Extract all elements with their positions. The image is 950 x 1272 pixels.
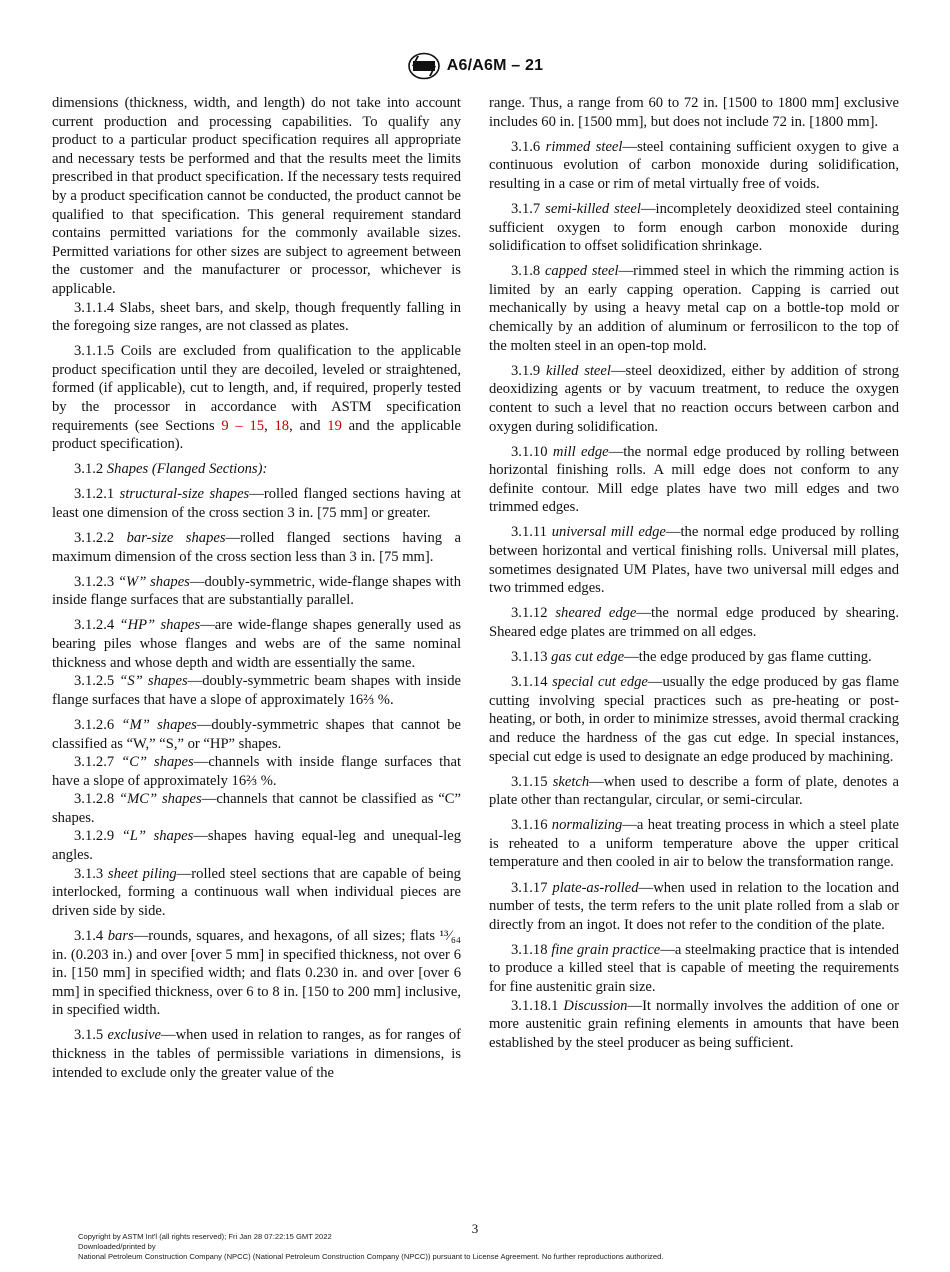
paragraph-3-1-6: 3.1.6 rimmed steel—steel containing sufficient oxygen to give a continuous evolution of carbon monoxide during solidification, resulting in a case or rim of metal virtually free of voids. — [489, 138, 899, 192]
paragraph-3-1-2-6: 3.1.2.6 “M” shapes—doubly-symmetric shapes that cannot be classified as “W,” “S,” or “HP” shapes. — [52, 716, 462, 752]
paragraph-3-1-2-2: 3.1.2.2 bar-size shapes—rolled flanged sections having a maximum dimension of the cross section less than 3 in. [75 mm]. — [52, 530, 462, 565]
paragraph-3-1-5: 3.1.5 exclusive—when used in relation to ranges, as for ranges of thickness in the tables of permissible variations in dimensions, is intended to exclude only the greater value of the — [52, 1027, 461, 1081]
paragraph-3-1-1-5: 3.1.1.5 Coils are excluded from qualification to the applicable product specification until they are decoiled, leveled or straightened, formed (if applicable), cut to length, and, if required, properly tested by the processor in accordance with ASTM specification requirements (see Sections 9 – 15, 18, and 19 and the applicable product specification). — [52, 343, 462, 453]
paragraph-3-1-11: 3.1.11 universal mill edge—the normal edge produced by rolling between horizontal and vertical finishing rolls. Universal mill plates, sometimes designated UM Plates, have two universal mill edges and two trimmed edges. — [489, 524, 899, 597]
copyright-footer — [78, 1232, 898, 1262]
paragraph-3-1-13: 3.1.13 gas cut edge—the edge produced by gas flame cutting. — [511, 649, 872, 666]
section-link-18[interactable]: 18 — [274, 417, 290, 434]
paragraph-3-1-9: 3.1.9 killed steel—steel deoxidized, either by addition of strong deoxidizing agents or by vacuum treatment, to reduce the oxygen content to such a level that no reaction occurs between carbon and oxygen during solidification. — [489, 362, 899, 435]
paragraph-3-1-14: 3.1.14 special cut edge—usually the edge produced by gas flame cutting involving special practices such as pre-heating or post-heating, or both, in order to minimize stresses, avoid thermal cracking and reduce the hardness of the gas cut edge. In special instances, special cut edge is used to designate an edge produced by machining. — [489, 674, 900, 765]
footer-license-line: National Petroleum Construction Company (NPCC) (National Petroleum Construction Company (NPCC)) pursuant to License Agreement. No further reproductions authorized. — [78, 1252, 664, 1261]
paragraph-3-1-17: 3.1.17 plate-as-rolled—when used in relation to the location and number of tests, the term refers to the unit plate rolled from a slab or directly from an ingot. It does not refer to the condition of the plate. — [489, 879, 899, 933]
paragraph-3-1-2-4: 3.1.2.4 “HP” shapes—are wide-flange shapes generally used as bearing piles whose flanges and webs are of the same nominal thickness and whose depth and width are essentially the same. — [52, 617, 461, 671]
paragraph-3-1-10: 3.1.10 mill edge—the normal edge produced by rolling between horizontal finishing rolls. A mill edge does not conform to any definite contour. Mill edge plates have two mill edges and two trimmed edges. — [489, 443, 899, 516]
section-link-19[interactable]: 19 — [327, 417, 342, 434]
left-column — [52, 94, 461, 1082]
paragraph: range. Thus, a range from 60 to 72 in. [1500 to 1800 mm] exclusive includes 60 in. [1500 mm], but does not include 72 in. [1800 mm]. — [489, 95, 899, 130]
paragraph-3-1-2-8: 3.1.2.8 “MC” shapes—channels that cannot be classified as “C” shapes. — [52, 791, 462, 826]
paragraph-3-1-2-7: 3.1.2.7 “C” shapes—channels with inside flange surfaces that have a slope of approximately 16⅔ %. — [52, 754, 462, 789]
paragraph-3-1-16: 3.1.16 normalizing—a heat treating process in which a steel plate is reheated to a uniform temperature above the upper critical temperature and then cooled in air to below the transformation range. — [489, 817, 899, 871]
paragraph-3-1-4: 3.1.4 bars—rounds, squares, and hexagons, of all sizes; flats ¹³⁄₆₄ in. (0.203 in.) and over [over 5 mm] in specified thickness, not over 6 in. [150 mm] in specified width; and flats 0.230 in. and over [over 6 mm] in specified thickness, over 6 to 8 in. [150 to 200 mm] inclusive, in specified width. — [52, 927, 461, 1019]
paragraph-3-1-18-1: 3.1.18.1 Discussion—It normally involves the addition of one or more austenitic grain refining elements in amounts that have been established by the steel producer as being sufficient. — [489, 997, 899, 1051]
paragraph-3-1-2: 3.1.2 Shapes (Flanged Sections): — [74, 461, 268, 478]
paragraph-3-1-2-5: 3.1.2.5 “S” shapes—doubly-symmetric beam shapes with inside flange surfaces that have a slope of approximately 16⅔ %. — [52, 673, 461, 708]
paragraph-3-1-15: 3.1.15 sketch—when used to describe a form of plate, denotes a plate other than rectangular, circular, or semi-circular. — [489, 773, 899, 809]
footer-download-line: Downloaded/printed by — [78, 1242, 156, 1251]
paragraph-3-1-1-4: 3.1.1.4 Slabs, sheet bars, and skelp, though frequently falling in the foregoing size ranges, are not classed as plates. — [52, 299, 461, 335]
page-number: 3 — [471, 1221, 479, 1236]
paragraph-3-1-2-1: 3.1.2.1 structural-size shapes—rolled flanged sections having at least one dimension of the cross section 3 in. [75 mm] or greater. — [52, 486, 461, 521]
right-column — [489, 94, 899, 1052]
paragraph-3-1-2-9: 3.1.2.9 “L” shapes—shapes having equal-leg and unequal-leg angles. — [52, 828, 461, 864]
page-header — [0, 52, 950, 80]
astm-logo-icon — [407, 52, 441, 80]
paragraph: dimensions (thickness, width, and length) do not take into account current production and processing capabilities. To qualify any product to a particular product specification requires all appropriate and necessary tests be performed and that the results meet the limits prescribed in that product specification. If the necessary tests required by a product specification cannot be conducted, the product cannot be qualified to that specification. This general requirement standard contains permitted variations for the commonly available sizes. Permitted variations for other sizes are subject to agreement between the customer and the manufacturer or processor, whichever is applicable. — [52, 95, 461, 297]
paragraph-3-1-12: 3.1.12 sheared edge—the normal edge produced by shearing. Sheared edge plates are trimmed on all edges. — [489, 605, 900, 640]
paragraph-3-1-3: 3.1.3 sheet piling—rolled steel sections that are capable of being interlocked, forming a continuous wall when individual pieces are driven side by side. — [52, 865, 461, 919]
footer-copyright-line: Copyright by ASTM Int'l (all rights reserved); Fri Jan 28 07:22:15 GMT 2022 — [78, 1232, 332, 1241]
paragraph-3-1-8: 3.1.8 capped steel—rimmed steel in which the rimming action is limited by an early capping operation. Capping is carried out mechanically by using a heavy metal cap on a bottle-top mold or chemically by an addition of aluminum or ferrosilicon to the top of the molten steel in an open-top mold. — [489, 263, 899, 354]
paragraph-3-1-2-3: 3.1.2.3 “W” shapes—doubly-symmetric, wide-flange shapes with inside flange surfaces that are substantially parallel. — [52, 573, 462, 609]
section-link-9-15[interactable]: 9 – 15 — [221, 417, 265, 434]
paragraph-3-1-18: 3.1.18 fine grain practice—a steelmaking practice that is intended to produce a killed steel that is capable of meeting the requirements for fine austenitic grain size. — [489, 941, 899, 996]
paragraph-3-1-7: 3.1.7 semi-killed steel—incompletely deoxidized steel containing sufficient oxygen to form enough carbon monoxide during solidification to offset solidification shrinkage. — [489, 200, 899, 255]
document-designation: A6/A6M – 21 — [446, 57, 544, 74]
